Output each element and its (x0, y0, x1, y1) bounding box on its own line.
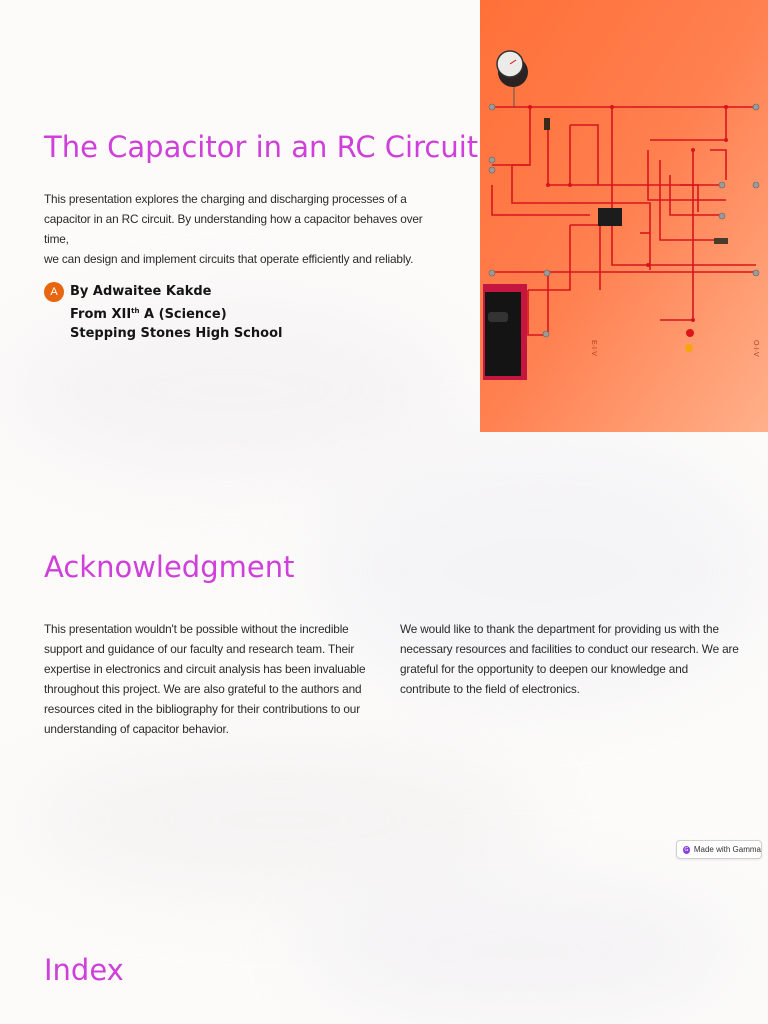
author-block (44, 282, 282, 344)
acknowledgment-right-text: We would like to thank the department for providing us with the necessary resources and facilities to conduct our research. We are grateful for the opportunity to deepen our knowledge and contribute to the field of electronics. (400, 622, 739, 696)
acknowledgment-title: Acknowledgment (44, 550, 295, 584)
index-title: Index (44, 953, 124, 987)
author-school: Stepping Stones High School (70, 326, 283, 341)
avatar: A (44, 282, 64, 302)
circuit-board-photo (480, 0, 768, 432)
background-blob (20, 740, 540, 900)
badge-label: Made with Gamma (693, 845, 761, 854)
slide-title: The Capacitor in an RC Circuit (44, 130, 479, 164)
gamma-logo-icon: G (684, 846, 689, 853)
slide-description: This presentation explores the charging and discharging processes of a capacitor in an RC circuit. By understanding how a capacitor behaves over time, we can design and implement circuits that operate efficiently and reliably. (44, 192, 423, 266)
svg-text:O·I·V: O·I·V (752, 340, 759, 357)
background-blob (300, 880, 740, 1020)
svg-text:E·I·V: E·I·V (590, 340, 597, 356)
author-info (70, 282, 282, 344)
author-class: From XIIth A (Science) (70, 306, 227, 322)
made-with-gamma-button[interactable] (676, 840, 762, 859)
acknowledgment-left-text: This presentation wouldn't be possible without the incredible support and guidance of our faculty and research team. Their expertise in electronics and circuit analysis has been invaluable throughout this project. We are also grateful to the authors and resources cited in the bibliography for their contributions to our understanding of capacitor behavior. (44, 622, 366, 736)
author-name: By Adwaitee Kakde (70, 284, 212, 299)
